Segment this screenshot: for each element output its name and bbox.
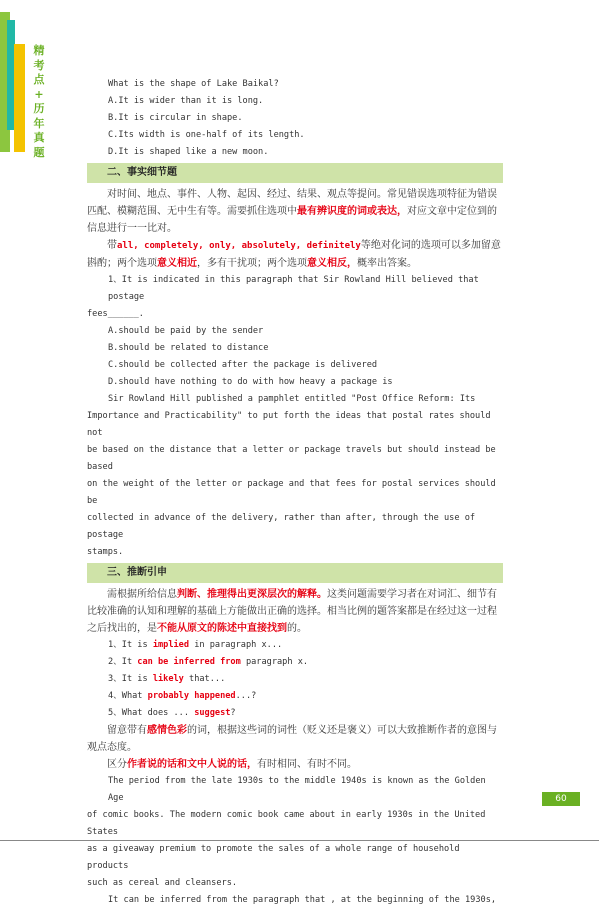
list-item bbox=[87, 654, 503, 671]
text: 的词，根据这些词的词性（贬义还是褒义）可以大致推断作者的意图与观点态度。 bbox=[87, 725, 497, 753]
q1-option: A.It is wider than it is long. bbox=[108, 96, 264, 106]
paragraph bbox=[87, 722, 503, 756]
paragraph bbox=[87, 586, 503, 637]
highlight: implied bbox=[152, 640, 190, 650]
list-item bbox=[87, 637, 503, 654]
highlight: all, completely, only, absolutely, definitely bbox=[117, 241, 361, 251]
q1-option: B.It is circular in shape. bbox=[108, 113, 243, 123]
list-item bbox=[87, 705, 503, 722]
section-heading: 二、事实细节题 bbox=[87, 163, 503, 183]
text: 需根据所给信息 bbox=[107, 589, 177, 600]
side-char: 点 bbox=[33, 73, 45, 86]
q1-option: C.Its width is one-half of its length. bbox=[108, 130, 305, 140]
text: 带 bbox=[107, 240, 117, 251]
option: C.should be collected after the package is delivered bbox=[108, 360, 378, 370]
side-char: 真 bbox=[33, 131, 45, 144]
highlight: likely bbox=[152, 674, 184, 684]
side-char: + bbox=[34, 87, 44, 101]
text: ? bbox=[230, 708, 236, 718]
passage-line: stamps. bbox=[87, 547, 124, 557]
passage-line: Importance and Practicability" to put forth the ideas that postal rates should not bbox=[87, 411, 491, 438]
list-item bbox=[87, 688, 503, 705]
decor-bar-yellow bbox=[14, 44, 25, 152]
passage-line: It can be inferred from the paragraph that , at the beginning of the 1930s, bbox=[108, 895, 497, 905]
q1-option: D.It is shaped like a new moon. bbox=[108, 147, 269, 157]
q-line: fees______. bbox=[87, 309, 144, 319]
highlight: 最有辨识度的词或表达， bbox=[297, 206, 407, 217]
option: D.should have nothing to do with how heavy a package is bbox=[108, 377, 393, 387]
side-char: 题 bbox=[33, 145, 45, 159]
highlight: 意义相近 bbox=[157, 258, 197, 269]
text: 对应文章中定位到的信息进行一一比对。 bbox=[87, 206, 497, 234]
side-title bbox=[32, 44, 46, 160]
highlight: can be inferred from bbox=[137, 657, 241, 667]
passage-line: on the weight of the letter or package and that fees for postal services should be bbox=[87, 479, 496, 506]
side-char: 精 bbox=[33, 44, 45, 57]
text: 对时间、地点、事件、人物、起因、经过、结果、观点等提问。常见错误选项特征为错误匹配、模糊范围、无中生有等。需要抓住选项中 bbox=[87, 189, 497, 217]
passage-line: of comic books. The modern comic book came about in early 1930s in the United States bbox=[87, 810, 486, 837]
text: paragraph x. bbox=[240, 657, 309, 667]
q-line: 1、It is indicated in this paragraph that Sir Rowland Hill believed that postage bbox=[108, 275, 479, 302]
highlight: 意义相反， bbox=[307, 258, 357, 269]
text: 的。 bbox=[287, 623, 307, 634]
passage-line: be based on the distance that a letter or package travels but should instead be based bbox=[87, 445, 496, 472]
highlight: 作者说的话和文中人说的话， bbox=[127, 759, 257, 770]
text: 有时相同、有时不同。 bbox=[257, 759, 357, 770]
highlight: suggest bbox=[194, 708, 231, 718]
text: 留意带有 bbox=[107, 725, 147, 736]
highlight: 判断、推理得出更深层次的解释。 bbox=[177, 589, 327, 600]
q1-question: What is the shape of Lake Baikal? bbox=[108, 79, 279, 89]
text: that... bbox=[183, 674, 226, 684]
bottom-divider bbox=[0, 840, 599, 841]
text: ，多有干扰项；两个选项 bbox=[197, 258, 307, 269]
text: in paragraph x... bbox=[189, 640, 283, 650]
highlight: 不能从原文的陈述中直接找到 bbox=[157, 623, 287, 634]
page-number: 60 bbox=[542, 792, 580, 806]
text: 4、What bbox=[108, 691, 148, 701]
option: A.should be paid by the sender bbox=[108, 326, 264, 336]
text: ...? bbox=[235, 691, 257, 701]
text: 1、It is bbox=[108, 640, 153, 650]
text: 5、What does ... bbox=[108, 708, 195, 718]
passage-line: The period from the late 1930s to the middle 1940s is known as the Golden Age bbox=[108, 776, 486, 803]
side-char: 历 bbox=[33, 102, 45, 115]
option: B.should be related to distance bbox=[108, 343, 269, 353]
highlight: 感情色彩 bbox=[147, 725, 187, 736]
paragraph bbox=[87, 186, 503, 237]
passage-line: as a giveaway premium to promote the sales of a whole range of household products bbox=[87, 844, 460, 871]
highlight: probably happened bbox=[147, 691, 236, 701]
passage-line: Sir Rowland Hill published a pamphlet entitled "Post Office Reform: Its bbox=[108, 394, 476, 404]
side-char: 考 bbox=[33, 58, 45, 72]
text: 概率出答案。 bbox=[357, 258, 417, 269]
text: 区分 bbox=[107, 759, 127, 770]
paragraph bbox=[87, 756, 503, 773]
list-item bbox=[87, 671, 503, 688]
side-char: 年 bbox=[33, 116, 45, 130]
section-heading: 三、推断引申 bbox=[87, 563, 503, 583]
main-content bbox=[87, 76, 503, 909]
text: 等绝对化词的选项可以多加留意斟酌；两个选项 bbox=[87, 240, 501, 269]
text: 这类问题需要学习者在对词汇、细节有比较准确的认知和理解的基础上方能做出正确的选择。相当比例的题答案都是在经过这一过程之后找出的，是 bbox=[87, 589, 497, 634]
paragraph bbox=[87, 237, 503, 272]
text: 3、It is bbox=[108, 674, 153, 684]
text: 2、It bbox=[108, 657, 138, 667]
passage-line: collected in advance of the delivery, rather than after, through the use of postage bbox=[87, 513, 476, 540]
passage-line: such as cereal and cleansers. bbox=[87, 878, 238, 888]
